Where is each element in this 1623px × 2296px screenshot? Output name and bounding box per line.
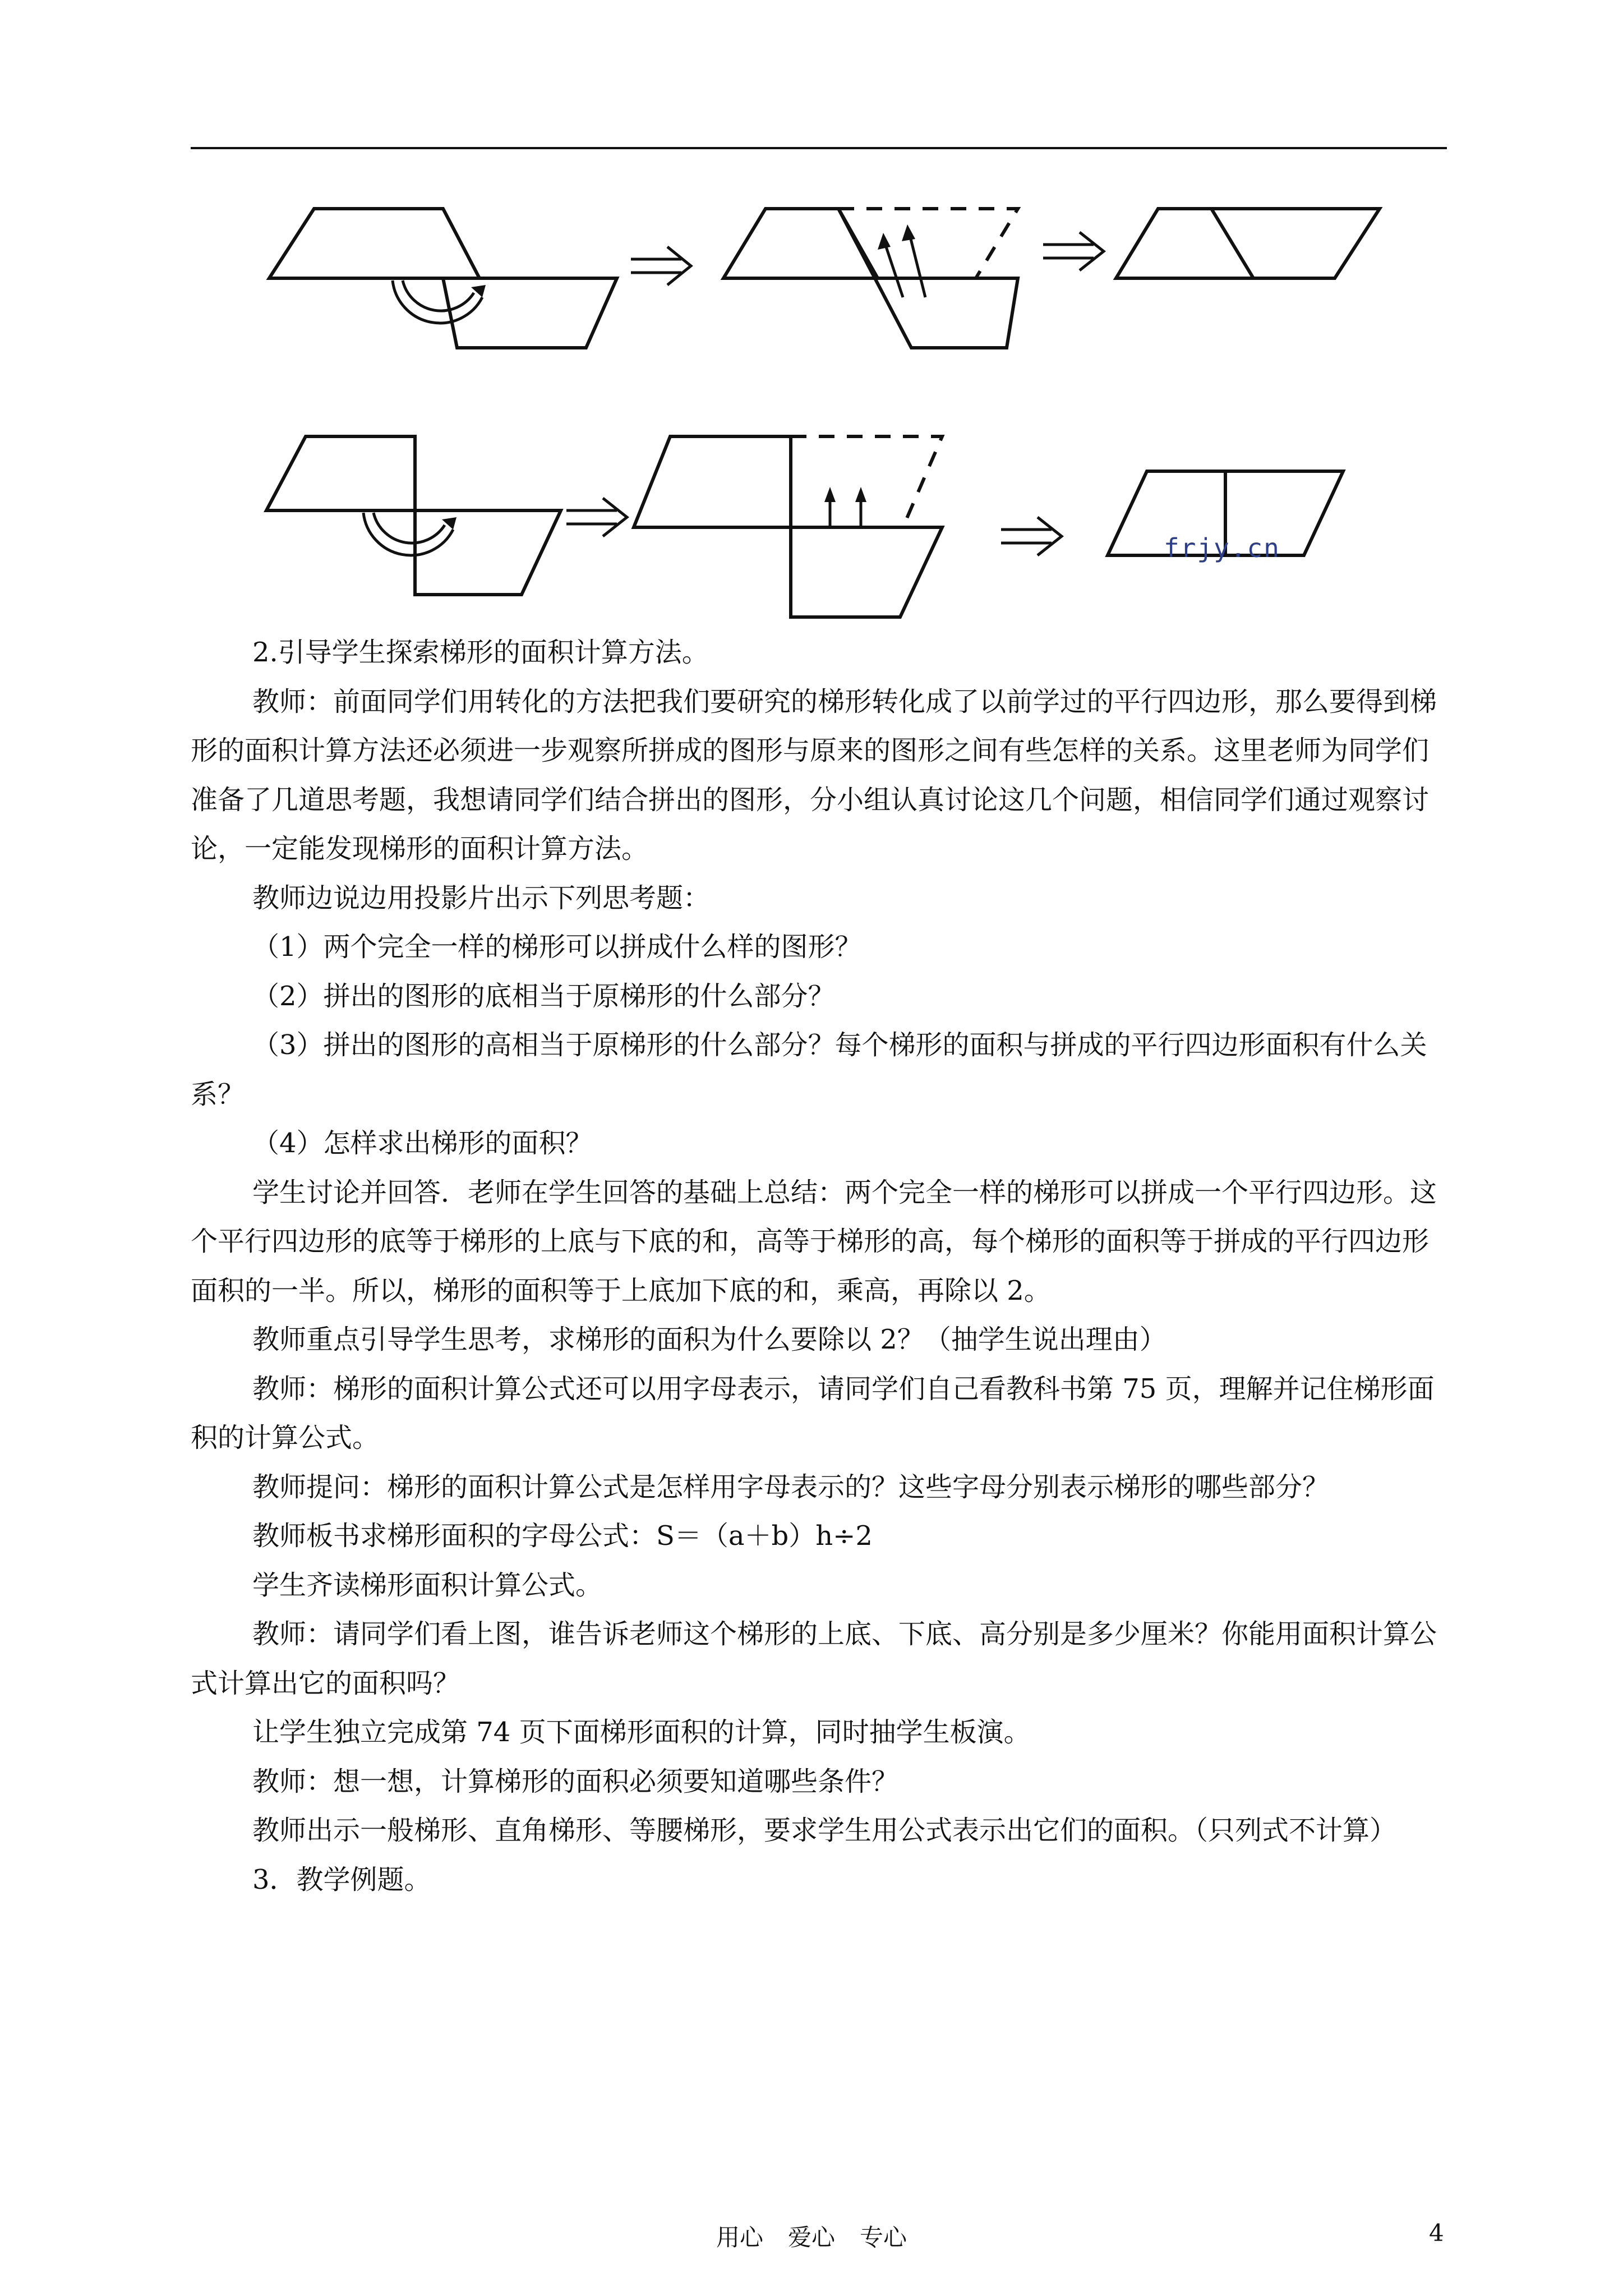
paragraph: 学生讨论并回答．老师在学生回答的基础上总结：两个完全一样的梯形可以拼成一个平行四边形。这个平行四边形的底等于梯形的上底与下底的和，高等于梯形的高，每个梯形的面积等于拼成的平行四边形面积的一半。所以，梯形的面积等于上底加下底的和，乘高，再除以 2。 bbox=[191, 1176, 1437, 1306]
question-item: （3）拼出的图形的高相当于原梯形的什么部分？每个梯形的面积与拼成的平行四边形面积有什么关系？ bbox=[191, 1029, 1427, 1110]
right-trapezoid-top bbox=[266, 436, 415, 510]
double-arrow-1 bbox=[631, 247, 691, 285]
question-item: （1）两个完全一样的梯形可以拼成什么样的图形？ bbox=[252, 931, 862, 963]
paragraph: 教师提问：梯形的面积计算公式是怎样用字母表示的？这些字母分别表示梯形的哪些部分？ bbox=[252, 1471, 1330, 1503]
paragraph: 教师：前面同学们用转化的方法把我们要研究的梯形转化成了以前学过的平行四边形，那么要得到梯形的面积计算方法还必须进一步观察所拼成的图形与原来的图形之间有些怎样的关系。这里老师为同学们准备了几道思考题，我想请同学们结合拼出的图形，分小组认真讨论这几个问题，相信同学们通过观察讨论，一定能发现梯形的面积计算方法。 bbox=[191, 685, 1437, 864]
paragraph: 教师：想一想，计算梯形的面积必须要知道哪些条件？ bbox=[252, 1765, 899, 1797]
paragraph: 教师边说边用投影片出示下列思考题： bbox=[252, 882, 711, 914]
figure-1c bbox=[1116, 209, 1380, 278]
figure-2b bbox=[634, 436, 942, 617]
double-arrow-2 bbox=[1043, 232, 1104, 270]
figure-1a bbox=[269, 209, 617, 348]
right-trapezoid-lower bbox=[791, 436, 942, 617]
paragraph: 教师重点引导学生思考，求梯形的面积为什么要除以 2？（抽学生说出理由） bbox=[252, 1324, 1166, 1355]
paragraph: 2.引导学生探索梯形的面积计算方法。 bbox=[252, 637, 709, 668]
main-text bbox=[191, 628, 1447, 1904]
paragraph: 学生齐读梯形面积计算公式。 bbox=[252, 1569, 603, 1601]
footer-right: 专心 bbox=[860, 2224, 907, 2251]
paragraph: 教师出示一般梯形、直角梯形、等腰梯形，要求学生用公式表示出它们的面积。（只列式不计算） bbox=[252, 1815, 1397, 1846]
page-number: 4 bbox=[1429, 2219, 1444, 2247]
footer-motto bbox=[0, 2219, 1623, 2253]
rotation-arc-inner-2 bbox=[374, 513, 445, 543]
formula-paragraph: 教师板书求梯形面积的字母公式：S＝（a＋b）h÷2 bbox=[252, 1520, 873, 1552]
footer-left: 用心 bbox=[716, 2224, 763, 2251]
dashed-target-2 bbox=[791, 436, 942, 527]
double-arrow-3 bbox=[566, 498, 627, 536]
question-item: （4）怎样求出梯形的面积？ bbox=[252, 1128, 593, 1159]
footer-middle: 爱心 bbox=[787, 2224, 835, 2251]
question-item: （2）拼出的图形的底相当于原梯形的什么部分？ bbox=[252, 980, 835, 1012]
figure-2a bbox=[266, 436, 561, 595]
paragraph: 教师：请同学们看上图，谁告诉老师这个梯形的上底、下底、高分别是多少厘米？你能用面积计算公式计算出它的面积吗？ bbox=[191, 1618, 1437, 1699]
dashed-target bbox=[838, 209, 1018, 278]
paragraph: 让学生独立完成第 74 页下面梯形面积的计算，同时抽学生板演。 bbox=[252, 1717, 1031, 1748]
right-trapezoid-left bbox=[634, 436, 791, 527]
trapezoid-top bbox=[269, 209, 479, 278]
rotation-arc-inner bbox=[403, 280, 474, 311]
watermark-text: frjy.cn bbox=[1164, 533, 1280, 563]
figure-1b bbox=[723, 209, 1018, 348]
paragraph: 教师：梯形的面积计算公式还可以用字母表示，请同学们自己看教科书第 75 页，理解并记住梯形面积的计算公式。 bbox=[191, 1373, 1435, 1453]
double-arrow-4 bbox=[1001, 517, 1062, 555]
section-heading: 3．教学例题。 bbox=[252, 1864, 431, 1895]
right-trapezoid-rotated bbox=[415, 510, 561, 595]
trapezoid-left bbox=[723, 209, 878, 278]
